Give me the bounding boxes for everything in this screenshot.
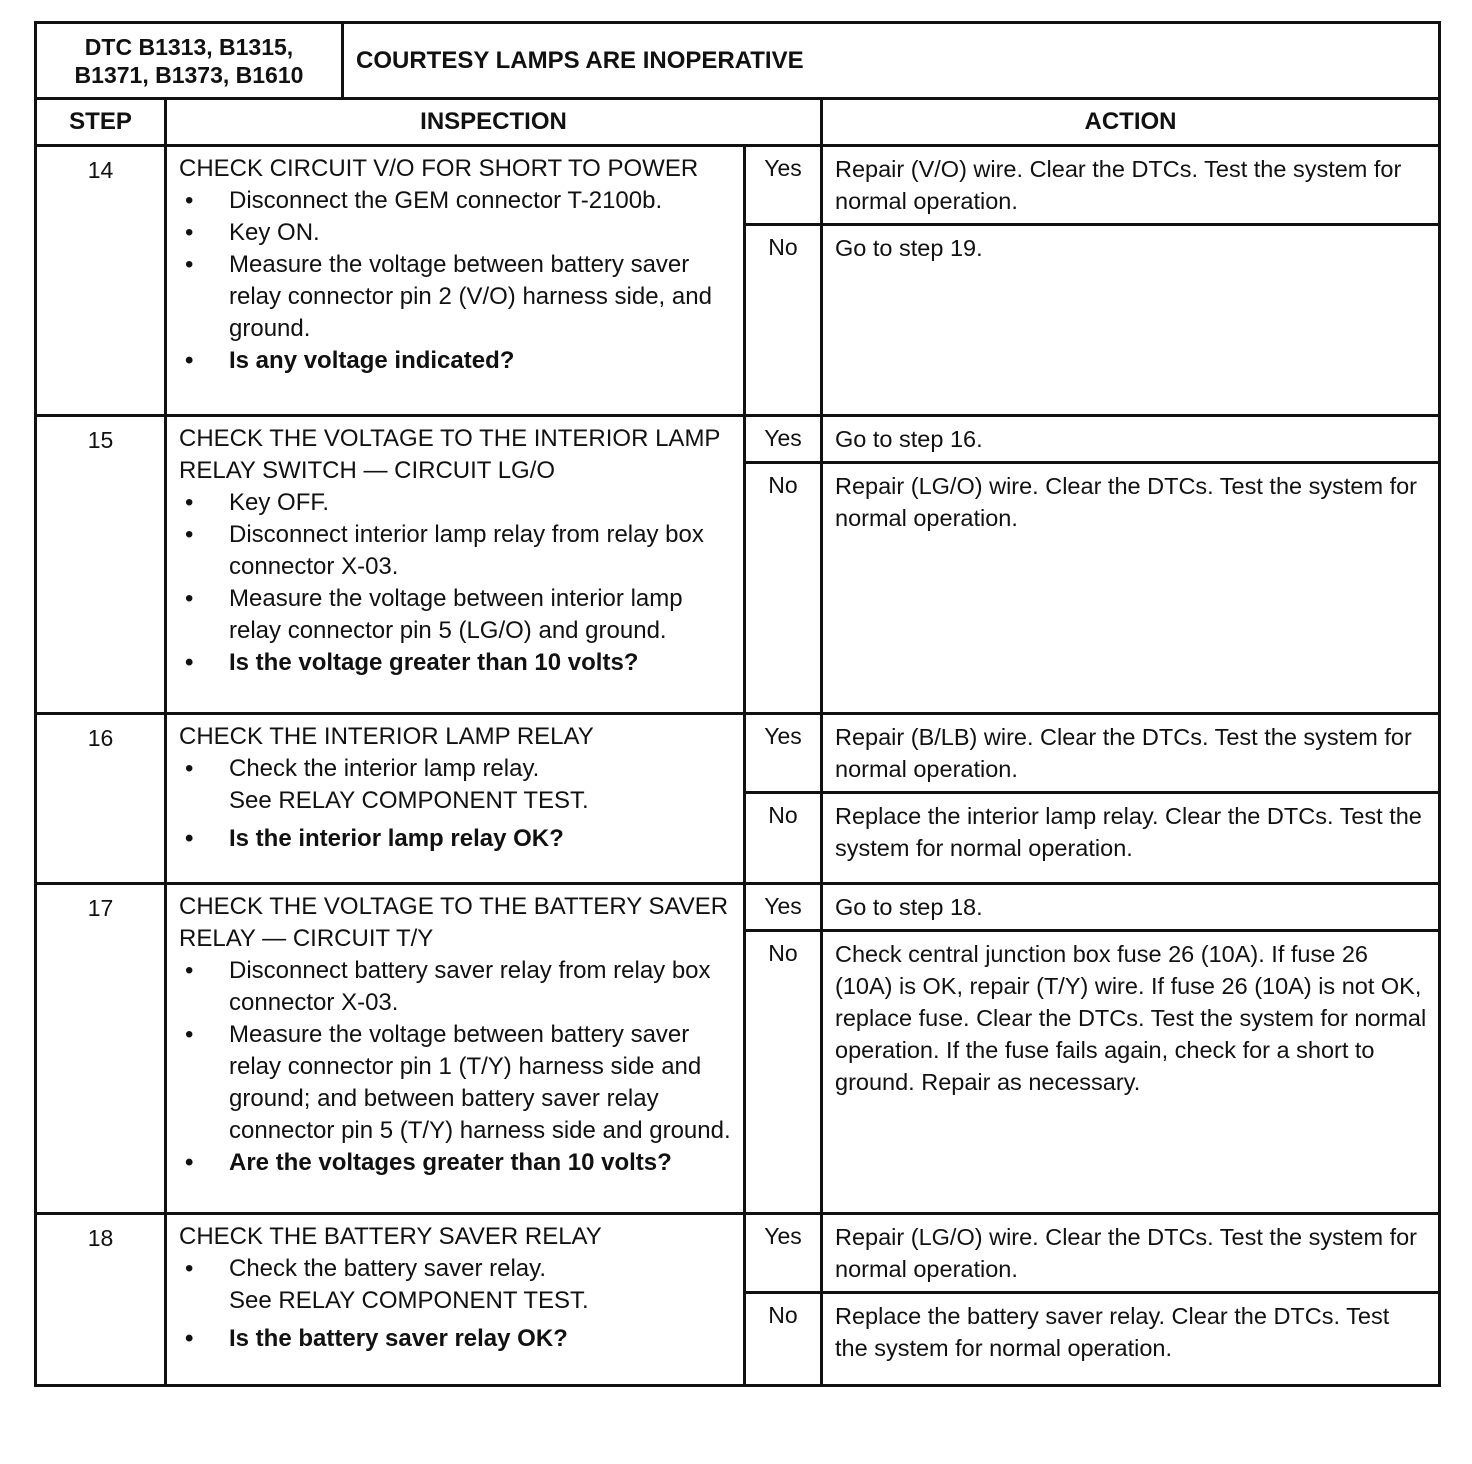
- inspection-bullets: [179, 185, 735, 377]
- step-number: 18: [36, 1214, 166, 1386]
- action-no: Go to step 19.: [822, 225, 1440, 416]
- dtc-header-table: [34, 21, 1441, 100]
- step-number: 15: [36, 416, 166, 714]
- answer-yes: Yes: [745, 714, 822, 793]
- inspection-bullets: [179, 955, 735, 1179]
- action-no: Check central junction box fuse 26 (10A). If fuse 26 (10A) is OK, repair (T/Y) wire. If fuse 26 (10A) is not OK, replace fuse. Clear the DTCs. Test the system for normal operation. If the fuse fails again, check for a short to ground. Repair as necessary.: [822, 931, 1440, 1214]
- step-number: 14: [36, 146, 166, 416]
- action-no: Replace the battery saver relay. Clear the DTCs. Test the system for normal operation.: [822, 1293, 1440, 1386]
- step-title: CHECK THE VOLTAGE TO THE INTERIOR LAMP RELAY SWITCH — CIRCUIT LG/O: [179, 425, 721, 484]
- answer-yes: Yes: [745, 146, 822, 225]
- action-yes: Repair (V/O) wire. Clear the DTCs. Test the system for normal operation.: [822, 146, 1440, 225]
- step-inspection: [166, 416, 745, 714]
- check-text: Check the interior lamp relay.: [229, 755, 540, 782]
- inspection-bullet: • Disconnect battery saver relay from relay box connector X-03.: [179, 955, 735, 1019]
- inspection-bullet: • Disconnect the GEM connector T-2100b.: [179, 185, 735, 217]
- answer-no: No: [745, 793, 822, 884]
- step-row: [36, 1214, 1440, 1293]
- answer-yes: Yes: [745, 884, 822, 931]
- action-yes: Repair (B/LB) wire. Clear the DTCs. Test the system for normal operation.: [822, 714, 1440, 793]
- inspection-bullet: • Measure the voltage between battery saver relay connector pin 2 (V/O) harness side, and ground.: [179, 249, 735, 345]
- answer-no: No: [745, 931, 822, 1214]
- step-title: CHECK THE INTERIOR LAMP RELAY: [179, 723, 594, 750]
- answer-no: No: [745, 463, 822, 714]
- step-column-header: STEP: [36, 99, 166, 146]
- step-title: CHECK THE BATTERY SAVER RELAY: [179, 1223, 602, 1250]
- inspection-question: • Is the battery saver relay OK?: [179, 1323, 735, 1355]
- action-column-header: ACTION: [822, 99, 1440, 146]
- answer-no: No: [745, 1293, 822, 1386]
- step-row: [36, 884, 1440, 931]
- action-no: Replace the interior lamp relay. Clear the DTCs. Test the system for normal operation.: [822, 793, 1440, 884]
- action-yes: Go to step 16.: [822, 416, 1440, 463]
- procedure-table: [34, 97, 1441, 1387]
- dtc-codes-line1: DTC B1313, B1315,: [84, 34, 294, 60]
- inspection-question: • Are the voltages greater than 10 volts?: [179, 1147, 735, 1179]
- answer-yes: Yes: [745, 1214, 822, 1293]
- column-header-row: [36, 99, 1440, 146]
- inspection-column-header: INSPECTION: [166, 99, 822, 146]
- answer-no: No: [745, 225, 822, 416]
- dtc-header-row: [36, 23, 1440, 99]
- inspection-question: • Is any voltage indicated?: [179, 345, 735, 377]
- step-row: [36, 146, 1440, 225]
- inspection-bullet: • Key OFF.: [179, 487, 735, 519]
- inspection-bullets: [179, 1253, 735, 1355]
- step-title: CHECK THE VOLTAGE TO THE BATTERY SAVER RELAY — CIRCUIT T/Y: [179, 893, 729, 952]
- step-inspection: [166, 146, 745, 416]
- inspection-bullet: • Measure the voltage between interior lamp relay connector pin 5 (LG/O) and ground.: [179, 583, 735, 647]
- step-number: 17: [36, 884, 166, 1214]
- symptom-title: COURTESY LAMPS ARE INOPERATIVE: [343, 23, 1440, 99]
- action-yes: Repair (LG/O) wire. Clear the DTCs. Test the system for normal operation.: [822, 1214, 1440, 1293]
- inspection-bullets: [179, 753, 735, 855]
- action-no: Repair (LG/O) wire. Clear the DTCs. Test the system for normal operation.: [822, 463, 1440, 714]
- step-number: 16: [36, 714, 166, 884]
- dtc-codes: [36, 23, 343, 99]
- inspection-bullet: [179, 753, 735, 817]
- step-row: [36, 416, 1440, 463]
- see-reference: See RELAY COMPONENT TEST.: [229, 787, 589, 814]
- inspection-question: • Is the voltage greater than 10 volts?: [179, 647, 735, 679]
- see-reference: See RELAY COMPONENT TEST.: [229, 1287, 589, 1314]
- diagnostic-procedure-document: [34, 21, 1438, 1387]
- inspection-question: • Is the interior lamp relay OK?: [179, 823, 735, 855]
- step-inspection: [166, 714, 745, 884]
- action-yes: Go to step 18.: [822, 884, 1440, 931]
- dtc-codes-line2: B1371, B1373, B1610: [74, 62, 304, 88]
- inspection-bullets: [179, 487, 735, 679]
- step-row: [36, 714, 1440, 793]
- inspection-bullet: [179, 1253, 735, 1317]
- step-inspection: [166, 1214, 745, 1386]
- inspection-bullet: • Key ON.: [179, 217, 735, 249]
- step-title: CHECK CIRCUIT V/O FOR SHORT TO POWER: [179, 155, 699, 182]
- check-text: Check the battery saver relay.: [229, 1255, 547, 1282]
- inspection-bullet: • Measure the voltage between battery saver relay connector pin 1 (T/Y) harness side and ground; and between battery saver relay connector pin 5 (T/Y) harness side and ground.: [179, 1019, 735, 1147]
- inspection-bullet: • Disconnect interior lamp relay from relay box connector X-03.: [179, 519, 735, 583]
- step-inspection: [166, 884, 745, 1214]
- answer-yes: Yes: [745, 416, 822, 463]
